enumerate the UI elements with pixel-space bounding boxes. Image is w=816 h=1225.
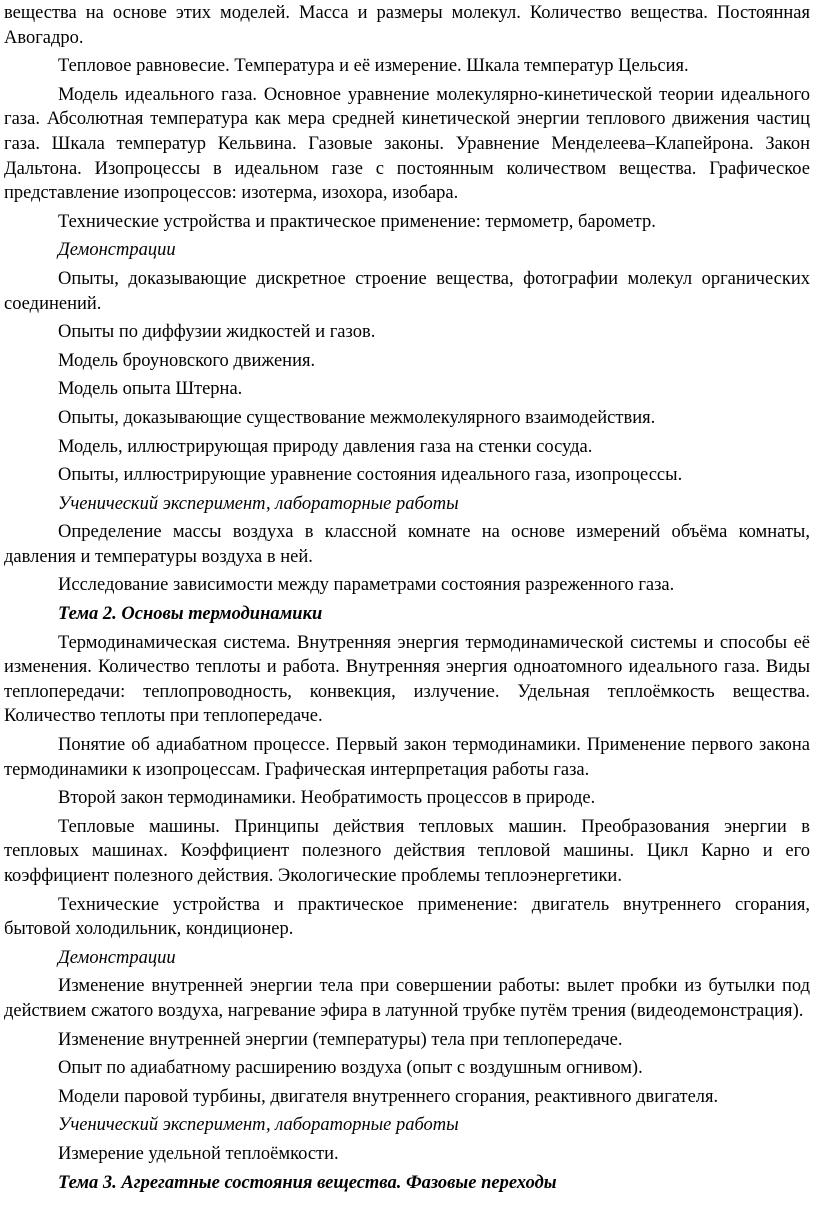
section-subheading: Демонстрации — [58, 947, 176, 968]
paragraph: Опыт по адиабатному расширению воздуха (опыт с воздушным огнивом). — [58, 1058, 643, 1079]
paragraph: Определение массы воздуха в классной комнате на основе измерений объёма комнаты, давления и температуры воздуха в ней. — [4, 522, 810, 567]
paragraph: Технические устройства и практическое применение: двигатель внутреннего сгорания, бытовой холодильник, кондиционер. — [4, 894, 810, 940]
topic-heading: Тема 2. Основы термодинамики — [58, 604, 323, 625]
paragraph: Опыты, иллюстрирующие уравнение состояния идеального газа, изопроцессы. — [58, 465, 683, 486]
section-subheading: Демонстрации — [58, 240, 176, 261]
paragraph: Модель броуновского движения. — [58, 350, 316, 371]
paragraph: Понятие об адиабатном процессе. Первый закон термодинамики. Применение первого закона термодинамики к изопроцессам. Графическая интерпретация работы газа. — [4, 735, 810, 780]
paragraph: Термодинамическая система. Внутренняя энергия термодинамической системы и способы её изменения. Количество теплоты и работа. Внутренняя энергия одноатомного идеального газа. Виды теплопередачи: теплопроводность, конвекция, излучение. Удельная теплоёмкость вещества. Количество теплоты при теплопередаче. — [4, 632, 810, 727]
paragraph: Модель идеального газа. Основное уравнение молекулярно-кинетической теории идеального газа. Абсолютная температура как мера средней кинетической энергии теплового движения частиц газа. Шкала температур Кельвина. Газовые законы. Уравнение Менделеева–Клапейрона. Закон Дальтона. Изопроцессы в идеальном газе с постоянным количеством вещества. Графическое представление изопроцессов: изотерма, изохора, изобара. — [4, 84, 810, 204]
paragraph: Второй закон термодинамики. Необратимость процессов в природе. — [58, 788, 596, 809]
paragraph: Изменение внутренней энергии тела при совершении работы: вылет пробки из бутылки под действием сжатого воздуха, нагревание эфира в латунной трубке путём трения (видеодемонстрация). — [4, 976, 810, 1021]
paragraph: вещества на основе этих моделей. Масса и размеры молекул. Количество вещества. Постоянная Авогадро. — [4, 3, 810, 48]
paragraph: Технические устройства и практическое применение: термометр, барометр. — [58, 211, 656, 232]
paragraph: Модель, иллюстрирующая природу давления газа на стенки сосуда. — [58, 436, 593, 457]
section-subheading: Ученический эксперимент, лабораторные работы — [58, 1115, 459, 1136]
paragraph: Изменение внутренней энергии (температуры) тела при теплопередаче. — [58, 1029, 623, 1050]
paragraph: Измерение удельной теплоёмкости. — [58, 1143, 339, 1164]
topic-heading: Тема 3. Агрегатные состояния вещества. Фазовые переходы — [58, 1172, 557, 1193]
paragraph: Тепловые машины. Принципы действия тепловых машин. Преобразования энергии в тепловых машинах. Коэффициент полезного действия тепловой машины. Цикл Карно и его коэффициент полезного действия. Экологические проблемы теплоэнергетики. — [4, 816, 810, 886]
paragraph: Тепловое равновесие. Температура и её измерение. Шкала температур Цельсия. — [58, 56, 689, 77]
paragraph: Исследование зависимости между параметрами состояния разреженного газа. — [58, 575, 675, 596]
paragraph: Опыты, доказывающие существование межмолекулярного взаимодействия. — [58, 407, 656, 428]
paragraph: Модели паровой турбины, двигателя внутреннего сгорания, реактивного двигателя. — [58, 1086, 719, 1107]
paragraph: Опыты по диффузии жидкостей и газов. — [58, 322, 376, 343]
section-subheading: Ученический эксперимент, лабораторные работы — [58, 493, 459, 514]
paragraph: Опыты, доказывающие дискретное строение вещества, фотографии молекул органических соединений. — [4, 268, 810, 314]
paragraph: Модель опыта Штерна. — [58, 379, 243, 400]
